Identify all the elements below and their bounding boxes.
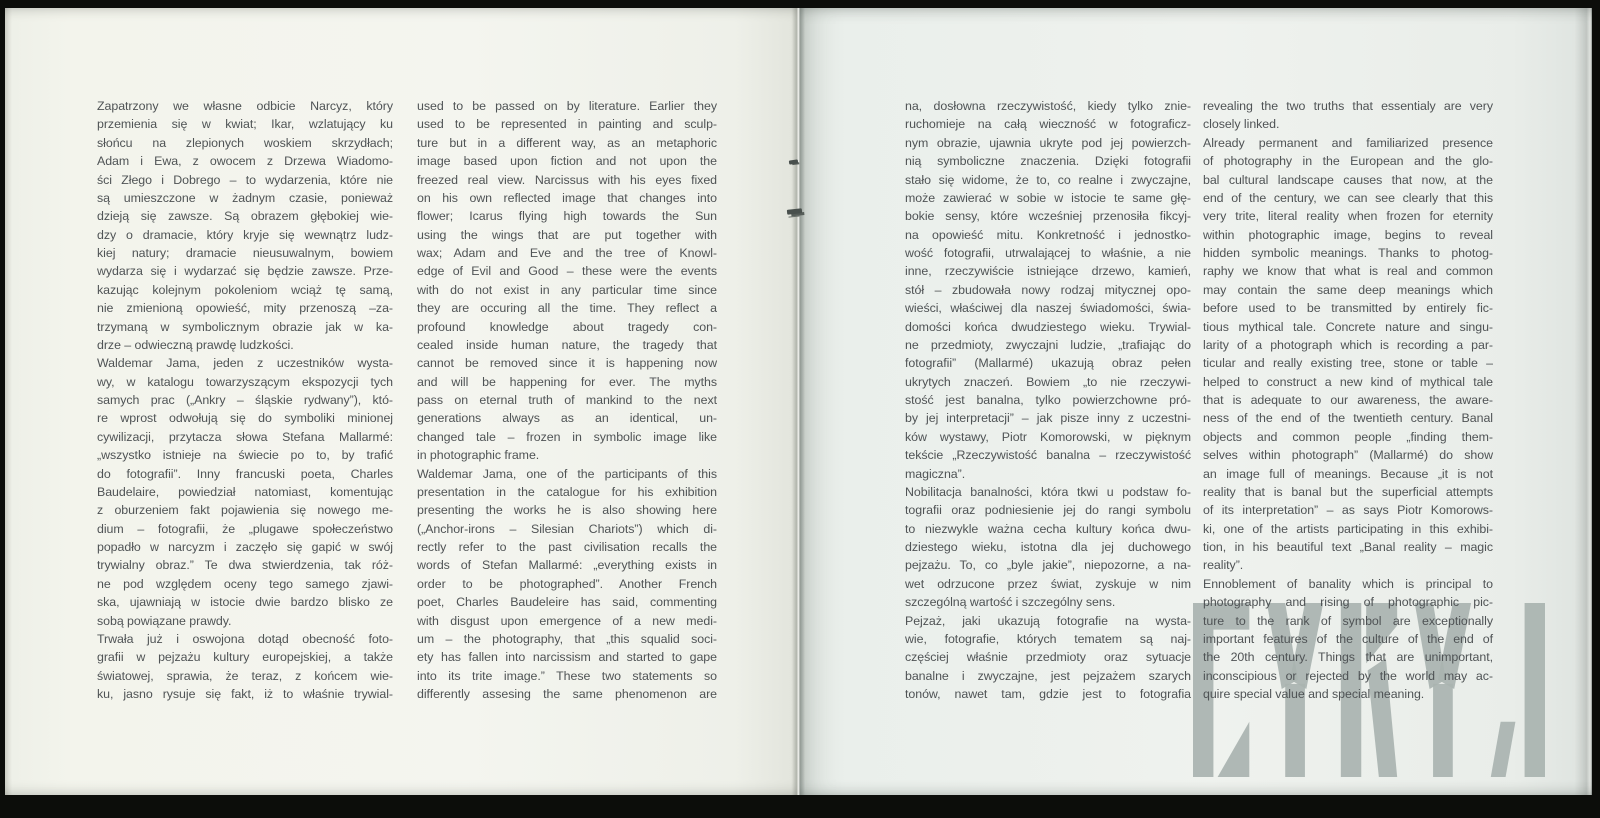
text-line: within photographic image, begins to reveal (1203, 227, 1493, 242)
text-line: może zawierać w sobie w istocie te same głę- (905, 190, 1191, 205)
text-line: do fotografii”. Inny francuski poeta, Charles (97, 466, 393, 481)
text-line: cealed inside human nature, the tragedy that (417, 337, 717, 352)
text-line: wieści, właściwej dla naszej świadomości, świa- (905, 301, 1191, 316)
text-line: magiczna”. (905, 466, 966, 481)
text-line: rectly refer to the past civilisation recalls the (417, 540, 717, 554)
text-line: ruchomieje na całą wieczność w fotograficz- (905, 117, 1191, 132)
text-line: na opowieść mitu. Konkretność i jednostko- (905, 227, 1191, 242)
text-line: of photography in the European and the glo- (1203, 154, 1493, 169)
text-line: used to be passed on by literature. Earlier they (417, 99, 717, 113)
text-line: Baudelaire, powiedział natomiast, komentując (97, 484, 393, 499)
text-line: „wszystko istnieje na świecie po to, by trafić (97, 448, 393, 463)
text-line: generations always as an identical, un- (417, 411, 717, 426)
text-column-2 (417, 97, 717, 703)
text-line: selves within photograph” (Mallarmé) do show (1203, 448, 1493, 463)
text-line: wy, w katalogu towarzyszącym ekspozycji tych (97, 374, 393, 389)
left-page (5, 8, 798, 795)
text-line: by jej interpretacji” – jak pisze inny z uczestni- (905, 411, 1191, 426)
text-line: banalne i zwyczajne, jest pejzażem szarych (905, 668, 1191, 683)
text-column-4 (1203, 97, 1493, 703)
text-line: used to be represented in painting and sculp- (417, 117, 717, 132)
text-line: raphy we know that what is real and common (1203, 264, 1493, 279)
text-line: trywialny obraz.” Te dwa stwierdzenia, tak róż- (97, 558, 393, 573)
right-page (798, 8, 1592, 795)
text-line: into its trite image.” These two statements so (417, 668, 717, 683)
text-line: closely linked. (1203, 117, 1280, 132)
text-line: edge of Evil and Good – these were the events (417, 264, 717, 279)
text-line: ety has fallen into narcissism and started to gape (417, 650, 717, 665)
text-line: wax; Adam and Eve and the tree of Knowl- (417, 246, 717, 260)
text-line: and will be happening for ever. The myths (417, 374, 717, 389)
text-line: nym obrazie, ujawnia ukryte pod jej powierzch- (905, 135, 1191, 150)
text-line: end of the century, we can see clearly that this (1203, 190, 1493, 205)
text-line: ness of the end of the twentieth century. Banal (1203, 411, 1493, 426)
text-line: częściej właśnie przedmioty oraz sytuacje (905, 650, 1191, 665)
text-line: Pejzaż, jaki ukazują fotografie na wysta- (905, 613, 1191, 628)
text-line: an image full of meanings. Because „it is not (1203, 466, 1493, 481)
text-line: important features of the culture of the end of (1203, 631, 1493, 646)
text-line: with disgust upon emergence of a new medi- (417, 613, 717, 628)
text-line: tious mythical tale. Concrete nature and singu- (1203, 319, 1493, 334)
text-line: poet, Charles Baudeleire has said, commenting (417, 595, 717, 610)
text-line: profound knowledge about tragedy con- (417, 319, 717, 334)
text-line: na, dosłowna rzeczywistość, kiedy tylko znie- (905, 99, 1191, 113)
text-line: ne przedmioty, zwyczajni ludzie, „trafiając do (905, 337, 1191, 352)
text-line: („Anchor-irons – Silesian Chariots”) which di- (417, 521, 717, 536)
text-line: dzy o dramacie, który kryje się wewnątrz ludz- (97, 227, 393, 242)
text-line: using the wings that are put together with (417, 227, 717, 242)
text-line: Adam i Ewa, z owocem z Drzewa Wiadomo- (97, 154, 393, 169)
text-line: on his own reflected image that changes into (417, 190, 717, 205)
text-line: that is adequate to our awareness, the aware- (1203, 393, 1493, 407)
text-line: nią symboliczne znaczenia. Dzięki fotografii (905, 154, 1191, 169)
text-line: dziestego wieku, istotna dla jej duchowego (905, 540, 1191, 554)
text-column-3 (905, 97, 1191, 703)
text-line: photography and rising of photographic pic- (1203, 595, 1493, 610)
text-line: ture to the rank of symbol are exceptionally (1203, 613, 1493, 628)
text-line: very trite, literal reality when frozen for eternity (1203, 209, 1493, 224)
text-line: przemienia się w kwiat; Ikar, wzlatujący ku (97, 117, 393, 132)
text-line: they are occuring all the time. They reflect a (417, 301, 717, 316)
text-line: ukrytych znaczeń. Bowiem „to nie rzeczywi- (905, 374, 1191, 389)
text-line: są umieszczone w żadnym czasie, ponieważ (97, 190, 393, 205)
text-line: stość jest banalna, tylko powierzchowne pró- (905, 393, 1191, 407)
text-line: Waldemar Jama, one of the participants of this (417, 466, 717, 481)
text-line: Already permanent and familiarized presence (1203, 135, 1493, 150)
text-line: order to be photographed”. Another French (417, 576, 717, 591)
text-line: sobą powiązane prawdy. (97, 613, 232, 628)
text-line: szczególną wartość i szczególny sens. (905, 595, 1116, 610)
text-line: z oburzeniem fakt pojawienia się nowego me- (97, 503, 393, 518)
text-line: re wprost odwołują się do symboliki minionej (97, 411, 393, 426)
text-line: changed tale – frozen in symbolic image like (417, 429, 717, 444)
text-line: cywilizacji, przytacza słowa Stefana Mallarmé: (97, 429, 393, 444)
text-line: presentation in the catalogue for his exhibition (417, 484, 717, 499)
text-line: ku, jasno rysuje się fakt, iż to właśnie trywial- (97, 687, 393, 701)
text-line: the 20th century. Things that are unimportant, (1203, 650, 1493, 665)
text-line: Ennoblement of banality which is principal to (1203, 576, 1493, 591)
text-line: words of Stefan Mallarmé: „everything exists in (417, 558, 717, 573)
text-line: wet odrzucone przez świat, zyskuje w nim (905, 576, 1191, 591)
text-line: samych prac („Ankry – śląskie rydwany”), któ- (97, 393, 393, 407)
text-line: flower; Icarus flying high towards the Sun (417, 209, 717, 224)
text-line: before used to be transmitted by entirely fic- (1203, 301, 1493, 316)
text-line: dzieją się zawsze. Są obrazem głębokiej wie- (97, 209, 393, 224)
text-line: bokie sensy, które wcześniej przenosiła fikcyj- (905, 209, 1191, 224)
text-line: światowej, sprawia, że teraz, z końcem wie- (97, 668, 393, 683)
text-line: kiej natury; dramacie nieusuwalnym, bowiem (97, 246, 393, 260)
book-gutter-fold (792, 8, 805, 795)
text-line: dium – fotografii, że „plugawe społeczeństwo (97, 521, 393, 536)
text-line: reality that is banal but the superficial attempts (1203, 484, 1493, 499)
text-line: fotografii” (Mallarmé) ukazują obraz pełen (905, 356, 1191, 371)
text-line: inne, rzeczywiście istniejące drzewo, kamień, (905, 264, 1191, 279)
text-line: larity of a photograph which is recording a par- (1203, 337, 1493, 352)
text-line: differently assesing the same phenomenon are (417, 687, 717, 701)
text-line: Zapatrzony we własne odbicie Narcyz, który (97, 99, 393, 113)
text-line: Nobilitacja banalności, która tkwi u podstaw fo- (905, 484, 1191, 499)
text-line: stało się widome, że to, co realne i zwyczajne, (905, 172, 1191, 187)
text-line: popadło w narcyzm i zaczęło się gapić w swój (97, 540, 393, 554)
text-line: cannot be removed since it is happening now (417, 356, 717, 371)
text-line: ki, one of the artists participating in this exhibi- (1203, 521, 1493, 536)
text-line: Waldemar Jama, jeden z uczestników wysta- (97, 356, 393, 371)
text-line: inconscipious or rejected by the world may ac- (1203, 668, 1493, 683)
text-line: grafii w pejzażu kultury europejskiej, a także (97, 650, 393, 665)
text-line: freezed real view. Narcissus with his eyes fixed (417, 172, 717, 187)
text-line: wie, fotografie, których tematem są naj- (905, 631, 1191, 646)
text-line: to niezwykle ważna cecha kultury końca dwu- (905, 521, 1191, 536)
text-line: tonów, nawet tam, gdzie jest to fotografia (905, 687, 1191, 701)
text-line: bal cultural landscape causes that now, at the (1203, 172, 1493, 187)
text-line: drze – odwieczną prawdę ludzkości. (97, 337, 294, 352)
text-line: ticular and really existing tree, stone or table – (1203, 356, 1493, 371)
text-line: hidden symbolic meanings. Thanks to photog- (1203, 246, 1493, 260)
text-line: pass on eternal truth of mankind to the next (417, 393, 717, 407)
text-line: tion, in his beautiful text „Banal reality – magic (1203, 540, 1493, 554)
text-line: of its interpretation” – as says Piotr Komorows- (1203, 503, 1493, 518)
text-line: Trwała już i oswojona dotąd obecność foto- (97, 631, 393, 646)
text-line: with do not exist in any particular time since (417, 282, 717, 297)
text-line: ne pod względem oceny tego samego zjawi- (97, 576, 393, 591)
text-line: um – the photography, that „this squalid soci- (417, 631, 717, 646)
text-line: nie zmienioną opowieść, mity przenoszą –za- (97, 301, 393, 316)
text-line: stół – zbudowała nowy rodzaj mitycznej opo- (905, 282, 1191, 297)
text-line: trzymaną w symbolicznym obrazie jak w ka- (97, 319, 393, 334)
text-line: objects and common people „finding them- (1203, 429, 1493, 444)
text-line: revealing the two truths that essentialy are very (1203, 99, 1493, 113)
text-line: ści Złego i Dobrego – to wydarzenia, które nie (97, 172, 393, 187)
text-line: ture but in a different way, as an metaphoric (417, 135, 717, 150)
text-line: ków wystawy, Piotr Komorowski, w pięknym (905, 429, 1191, 444)
text-line: helped to construct a new kind of mythical tale (1203, 374, 1493, 389)
text-line: tekście „Rzeczywistość banalna – rzeczywistość (905, 448, 1191, 463)
text-line: słońcu na zlepionych woskiem skrzydłach; (97, 135, 393, 150)
text-line: wydarza się i wydarzać się będzie zawsze. Prze- (97, 264, 393, 279)
text-line: ska, ujawniają w istocie dwie bardzo blisko ze (97, 595, 393, 610)
text-line: domości końca dwudziestego wieku. Trywial- (905, 319, 1191, 334)
text-line: image based upon fiction and not upon the (417, 154, 717, 169)
text-line: reality”. (1203, 558, 1244, 573)
text-line: wość fotografii, utrwalającej to właśnie, a nie (905, 246, 1191, 260)
text-line: quire special value and special meaning. (1203, 687, 1425, 701)
text-line: pejzażu. To, co „byle jakie”, niepozorne, a na- (905, 558, 1191, 573)
text-line: in photographic frame. (417, 448, 540, 463)
text-line: tografii oraz podniesienie jej do rangi symbolu (905, 503, 1191, 518)
text-column-1 (97, 97, 393, 703)
text-line: kazując kolejnym pokoleniom wciąż tę samą, (97, 282, 393, 297)
text-line: may contain the same deep meanings which (1203, 282, 1493, 297)
text-line: presenting the works he is also showing here (417, 503, 717, 518)
